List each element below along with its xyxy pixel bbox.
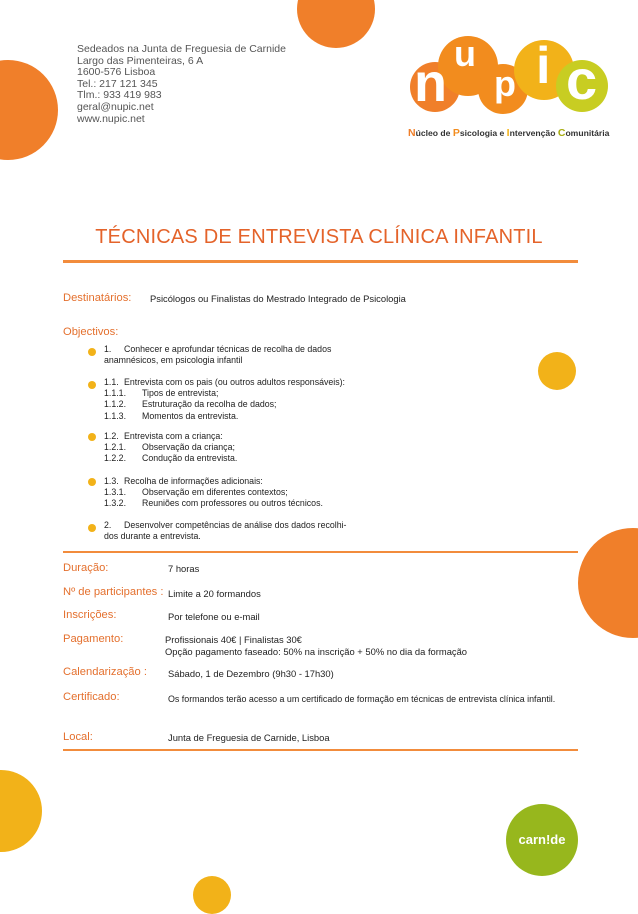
decor-circle-bottom — [193, 876, 231, 914]
objective-text: dos durante a entrevista. — [104, 531, 201, 542]
local-label: Local: — [63, 731, 93, 743]
destinatarios-value: Psicólogos ou Finalistas do Mestrado Integrado de Psicologia — [150, 293, 406, 304]
logo-letter-n: n — [414, 53, 447, 113]
logo-letter-p: p — [494, 63, 516, 104]
objective-number: 1.3. — [104, 476, 119, 486]
objective-item — [104, 377, 345, 422]
address-line: 1600-576 Lisboa — [77, 66, 156, 79]
destinatarios-label: Destinatários: — [63, 292, 132, 304]
duracao-value: 7 horas — [168, 563, 200, 574]
certificado-value: Os formandos terão acesso a um certificado de formação em técnicas de entrevista clínica infantil. — [168, 694, 556, 704]
objective-item — [104, 431, 237, 465]
mobile-line: Tlm.: 933 419 983 — [77, 89, 162, 102]
logo-initial-n: N — [408, 127, 416, 139]
inscricoes-label: Inscrições: — [63, 609, 117, 621]
objective-number: 1.1.2. — [104, 399, 127, 410]
bullet-icon — [88, 433, 96, 441]
title-divider — [63, 260, 578, 263]
objective-text: Conhecer e aprofundar técnicas de recolha de dados — [124, 344, 332, 354]
objective-number: 1.2.2. — [104, 453, 127, 464]
bullet-icon — [88, 348, 96, 356]
objective-number: 1.3.2. — [104, 498, 127, 509]
decor-circle-right-small — [538, 352, 576, 390]
address-line: Sedeados na Junta de Freguesia de Carnide — [77, 43, 286, 55]
objective-text: Observação em diferentes contextos; — [142, 487, 288, 498]
pagamento-value: Profissionais 40€ | Finalistas 30€ — [165, 634, 302, 645]
logo-letter-c: c — [566, 48, 598, 111]
inscricoes-value: Por telefone ou e-mail — [168, 611, 260, 622]
objectivos-label: Objectivos: — [63, 326, 119, 338]
objective-text: Desenvolver competências de análise dos dados recolhi- — [124, 520, 347, 530]
objective-text: Estruturação da recolha de dados; — [142, 399, 277, 410]
pagamento-value-phased: Opção pagamento faseado: 50% na inscrição + 50% no dia da formação — [165, 646, 468, 657]
section-divider — [63, 551, 578, 553]
decor-circle-top — [297, 0, 375, 48]
bottom-divider — [63, 749, 578, 751]
participantes-value: Limite a 20 formandos — [168, 588, 261, 599]
carnide-logo: carn!de — [506, 804, 578, 876]
objective-text: anamnésicos, em psicologia infantil — [104, 355, 243, 366]
objective-number: 1.3.1. — [104, 487, 127, 498]
objective-text: Condução da entrevista. — [142, 453, 238, 464]
address-line: Largo das Pimenteiras, 6 A — [77, 54, 204, 67]
objective-number: 1.2.1. — [104, 442, 127, 453]
duracao-label: Duração: — [63, 562, 109, 574]
objective-item — [104, 520, 347, 542]
objective-text: Entrevista com os pais (ou outros adultos responsáveis): — [124, 377, 346, 387]
bullet-icon — [88, 478, 96, 486]
participantes-label: Nº de participantes : — [63, 586, 164, 598]
decor-circle-right-large — [578, 528, 638, 638]
website-link[interactable]: www.nupic.net — [77, 112, 145, 125]
bullet-icon — [88, 381, 96, 389]
logo-subtitle-part: sicologia e — [459, 128, 507, 138]
objective-text: Reuniões com professores ou outros técnicos. — [142, 498, 323, 509]
decor-circle-bottom-left — [0, 770, 42, 852]
decor-circle-left — [0, 60, 58, 160]
certificado-label: Certificado: — [63, 691, 120, 703]
bullet-icon — [88, 524, 96, 532]
objective-text: Recolha de informações adicionais: — [124, 476, 263, 486]
objective-number: 1.2. — [104, 431, 119, 441]
email-link[interactable]: geral@nupic.net — [77, 100, 154, 113]
calendarizacao-value: Sábado, 1 de Dezembro (9h30 - 17h30) — [168, 668, 334, 679]
logo-letter-i: i — [536, 37, 551, 95]
objective-item — [104, 476, 323, 510]
phone-line: Tel.: 217 121 345 — [77, 77, 158, 90]
objective-number: 2. — [104, 520, 112, 530]
objective-number: 1. — [104, 344, 112, 354]
logo-subtitle-part: ntervenção — [509, 128, 558, 138]
objective-text: Entrevista com a criança: — [124, 431, 223, 441]
local-value: Junta de Freguesia de Carnide, Lisboa — [168, 732, 330, 743]
objective-text: Observação da criança; — [142, 442, 235, 453]
logo-letter-u: u — [454, 33, 476, 74]
objective-number: 1.1. — [104, 377, 119, 387]
objective-number: 1.1.3. — [104, 410, 127, 421]
pagamento-label: Pagamento: — [63, 633, 124, 645]
page-title: TÉCNICAS DE ENTREVISTA CLÍNICA INFANTIL — [95, 226, 543, 248]
objective-number: 1.1.1. — [104, 388, 127, 399]
contact-address-block — [77, 44, 286, 125]
objective-text: Momentos da entrevista. — [142, 410, 239, 421]
logo-initial-p: P — [452, 127, 460, 139]
objective-text: Tipos de entrevista; — [142, 388, 219, 399]
objective-item — [104, 344, 331, 366]
calendarizacao-label: Calendarização : — [63, 666, 147, 678]
logo-subtitle — [408, 127, 609, 139]
logo-initial-c: C — [557, 127, 566, 139]
logo-subtitle-part: omunitária — [565, 128, 610, 138]
logo-initial-i: I — [506, 127, 510, 139]
logo-subtitle-part: úcleo de — [415, 128, 453, 138]
